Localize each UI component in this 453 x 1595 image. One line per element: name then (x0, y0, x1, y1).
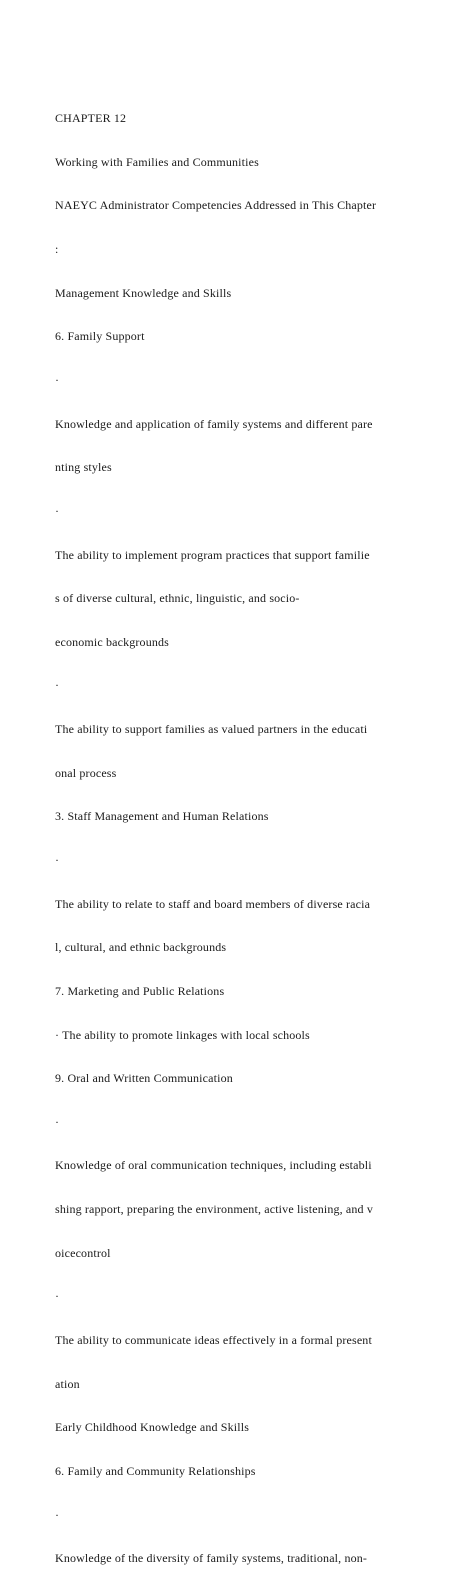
subsection-communication: 9. Oral and Written Communication (55, 1071, 233, 1086)
text-line: Knowledge of the diversity of family systems, traditional, non- (55, 1551, 368, 1566)
document-body (55, 82, 415, 1595)
bullet-marker: · (55, 1507, 60, 1522)
subsection-family-support: 6. Family Support (55, 329, 145, 344)
text-line: economic backgrounds (55, 634, 169, 649)
section-heading-early-childhood: Early Childhood Knowledge and Skills (55, 1420, 250, 1435)
bullet-marker: · (55, 1289, 60, 1304)
text-line: nting styles (55, 460, 112, 475)
text-line: The ability to support families as valued partners in the educati (55, 722, 368, 737)
bullet-marker: · (55, 372, 60, 387)
bullet-marker: · (55, 852, 60, 867)
text-line: Knowledge of oral communication techniques, including establi (55, 1158, 372, 1173)
chapter-title: Working with Families and Communities (55, 154, 259, 169)
subsection-marketing: 7. Marketing and Public Relations (55, 983, 225, 998)
text-line: onal process (55, 765, 117, 780)
text-line: s of diverse cultural, ethnic, linguistic, and socio- (55, 591, 300, 606)
subsection-family-community: 6. Family and Community Relationships (55, 1463, 256, 1478)
text-line: The ability to implement program practices that support familie (55, 547, 370, 562)
bullet-marker: · (55, 503, 60, 518)
competencies-heading: NAEYC Administrator Competencies Addressed in This Chapter (55, 198, 377, 213)
text-line: · The ability to promote linkages with local schools (55, 1027, 310, 1042)
text-line: oicecontrol (55, 1245, 111, 1260)
section-heading-management: Management Knowledge and Skills (55, 285, 232, 300)
text-line: l, cultural, and ethnic backgrounds (55, 940, 227, 955)
bullet-marker: · (55, 678, 60, 693)
bullet-marker: · (55, 1114, 60, 1129)
competencies-heading-colon: : (55, 242, 59, 257)
text-line: ation (55, 1376, 80, 1391)
subsection-staff-management: 3. Staff Management and Human Relations (55, 809, 269, 824)
text-line: The ability to communicate ideas effectively in a formal present (55, 1333, 372, 1348)
text-line: Knowledge and application of family systems and different pare (55, 416, 373, 431)
chapter-number: CHAPTER 12 (55, 111, 127, 126)
text-line: shing rapport, preparing the environment, active listening, and v (55, 1202, 373, 1217)
text-line: The ability to relate to staff and board members of diverse racia (55, 896, 371, 911)
